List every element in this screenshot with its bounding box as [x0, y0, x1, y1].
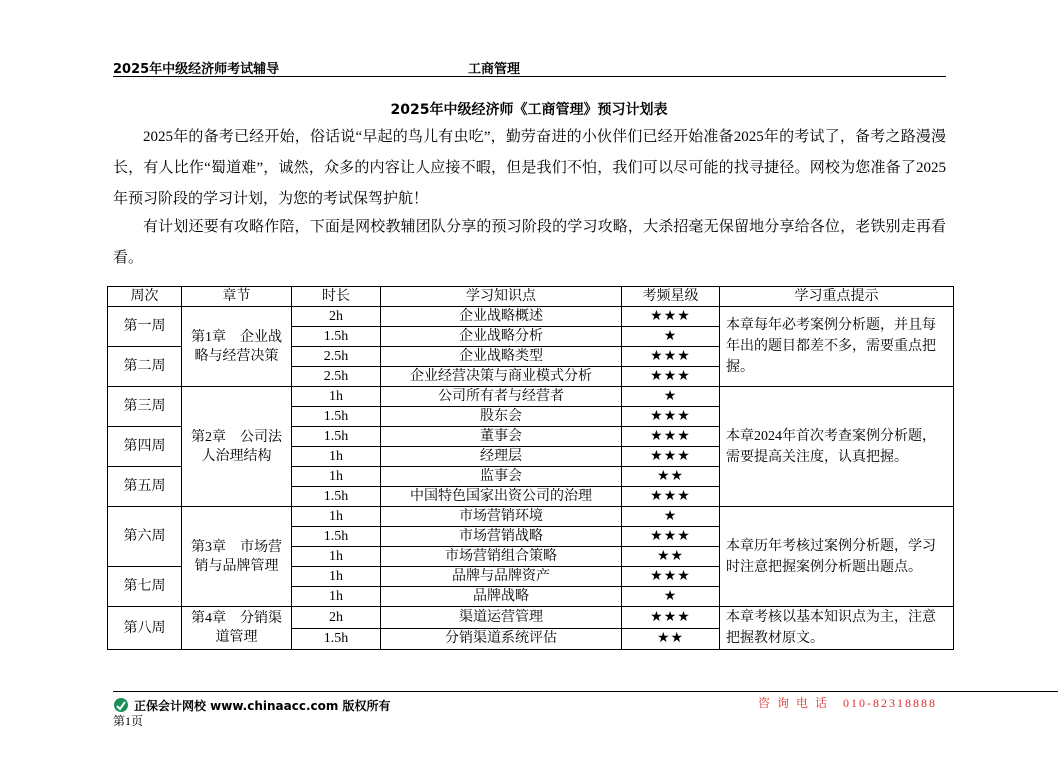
frequency-stars: ★★★ — [622, 347, 720, 367]
topic-cell: 品牌与品牌资产 — [381, 567, 622, 587]
topic-cell: 董事会 — [381, 427, 622, 447]
week-cell: 第二周 — [108, 347, 182, 387]
header-divider — [113, 76, 946, 77]
study-plan-table — [107, 286, 954, 650]
frequency-stars: ★★ — [622, 547, 720, 567]
duration-cell: 1h — [292, 467, 381, 487]
topic-cell: 监事会 — [381, 467, 622, 487]
topic-cell: 股东会 — [381, 407, 622, 427]
week-cell: 第四周 — [108, 427, 182, 467]
frequency-stars: ★★★ — [622, 367, 720, 387]
table-row — [108, 307, 954, 327]
frequency-stars: ★★★ — [622, 447, 720, 467]
frequency-stars: ★★★ — [622, 427, 720, 447]
frequency-stars: ★★ — [622, 628, 720, 650]
header-subject: 工商管理 — [468, 62, 521, 77]
duration-cell: 1.5h — [292, 327, 381, 347]
chapter-cell: 第2章 公司法人治理结构 — [182, 387, 292, 507]
frequency-stars: ★★★ — [622, 567, 720, 587]
duration-cell: 2.5h — [292, 347, 381, 367]
frequency-stars: ★★★ — [622, 607, 720, 629]
week-cell: 第六周 — [108, 507, 182, 567]
week-cell: 第七周 — [108, 567, 182, 607]
chinaacc-logo-icon — [113, 697, 129, 713]
chapter-cell: 第3章 市场营销与品牌管理 — [182, 507, 292, 607]
week-cell: 第三周 — [108, 387, 182, 427]
document-title: 2025年中级经济师《工商管理》预习计划表 — [390, 102, 668, 118]
topic-cell: 企业战略分析 — [381, 327, 622, 347]
footer-brand: 正保会计网校 www.chinaacc.com 版权所有 — [134, 699, 391, 713]
duration-cell: 1.5h — [292, 427, 381, 447]
chapter-cell: 第4章 分销渠道管理 — [182, 607, 292, 650]
duration-cell: 1.5h — [292, 628, 381, 650]
tip-cell: 本章2024年首次考查案例分析题，需要提高关注度，认真把握。 — [720, 387, 954, 507]
column-header: 学习重点提示 — [720, 287, 954, 307]
frequency-stars: ★ — [622, 327, 720, 347]
topic-cell: 市场营销环境 — [381, 507, 622, 527]
duration-cell: 1h — [292, 547, 381, 567]
topic-cell: 经理层 — [381, 447, 622, 467]
week-cell: 第八周 — [108, 607, 182, 650]
footer-divider — [113, 691, 1058, 692]
tip-cell: 本章历年考核过案例分析题，学习时注意把握案例分析题出题点。 — [720, 507, 954, 607]
frequency-stars: ★ — [622, 387, 720, 407]
topic-cell: 企业战略概述 — [381, 307, 622, 327]
tip-cell: 本章每年必考案例分析题，并且每年出的题目都差不多，需要重点把握。 — [720, 307, 954, 387]
table-row — [108, 507, 954, 527]
column-header: 周次 — [108, 287, 182, 307]
page-number: 第1页 — [113, 714, 144, 728]
table-row — [108, 387, 954, 407]
frequency-stars: ★ — [622, 507, 720, 527]
tip-cell: 本章考核以基本知识点为主，注意把握教材原文。 — [720, 607, 954, 650]
frequency-stars: ★★★ — [622, 407, 720, 427]
topic-cell: 市场营销战略 — [381, 527, 622, 547]
frequency-stars: ★★★ — [622, 307, 720, 327]
week-cell: 第五周 — [108, 467, 182, 507]
duration-cell: 2h — [292, 607, 381, 629]
topic-cell: 中国特色国家出资公司的治理 — [381, 487, 622, 507]
footer-phone: 咨 询 电 话 010-82318888 — [758, 696, 937, 710]
duration-cell: 1h — [292, 447, 381, 467]
duration-cell: 2.5h — [292, 367, 381, 387]
frequency-stars: ★★★ — [622, 487, 720, 507]
week-cell: 第一周 — [108, 307, 182, 347]
duration-cell: 1h — [292, 507, 381, 527]
duration-cell: 1.5h — [292, 407, 381, 427]
frequency-stars: ★★ — [622, 467, 720, 487]
topic-cell: 公司所有者与经营者 — [381, 387, 622, 407]
intro-paragraph: 2025年的备考已经开始，俗话说“早起的鸟儿有虫吃”，勤劳奋进的小伙伴们已经开始准备2025年的考试了，备考之路漫漫长，有人比作“蜀道难”，诚然，众多的内容让人应接不暇，但是我们不怕，我们可以尽可能的找寻捷径。网校为您准备了2025年预习阶段的学习计划，为您的考试保驾护航！ — [113, 129, 946, 207]
topic-cell: 渠道运营管理 — [381, 607, 622, 629]
topic-cell: 品牌战略 — [381, 587, 622, 607]
topic-cell: 企业战略类型 — [381, 347, 622, 367]
duration-cell: 1.5h — [292, 487, 381, 507]
topic-cell: 分销渠道系统评估 — [381, 628, 622, 650]
header-title: 2025年中级经济师考试辅导 — [113, 62, 280, 77]
chapter-cell: 第1章 企业战略与经营决策 — [182, 307, 292, 387]
column-header: 章节 — [182, 287, 292, 307]
strategy-paragraph: 有计划还要有攻略作陪，下面是网校教辅团队分享的预习阶段的学习攻略，大杀招毫无保留地分享给各位，老铁别走再看看。 — [113, 219, 946, 266]
table-header-row — [108, 287, 954, 307]
frequency-stars: ★ — [622, 587, 720, 607]
column-header: 考频星级 — [622, 287, 720, 307]
column-header: 时长 — [292, 287, 381, 307]
duration-cell: 1h — [292, 567, 381, 587]
frequency-stars: ★★★ — [622, 527, 720, 547]
duration-cell: 1h — [292, 587, 381, 607]
column-header: 学习知识点 — [381, 287, 622, 307]
duration-cell: 1h — [292, 387, 381, 407]
topic-cell: 市场营销组合策略 — [381, 547, 622, 567]
topic-cell: 企业经营决策与商业模式分析 — [381, 367, 622, 387]
duration-cell: 1.5h — [292, 527, 381, 547]
table-row — [108, 607, 954, 629]
duration-cell: 2h — [292, 307, 381, 327]
